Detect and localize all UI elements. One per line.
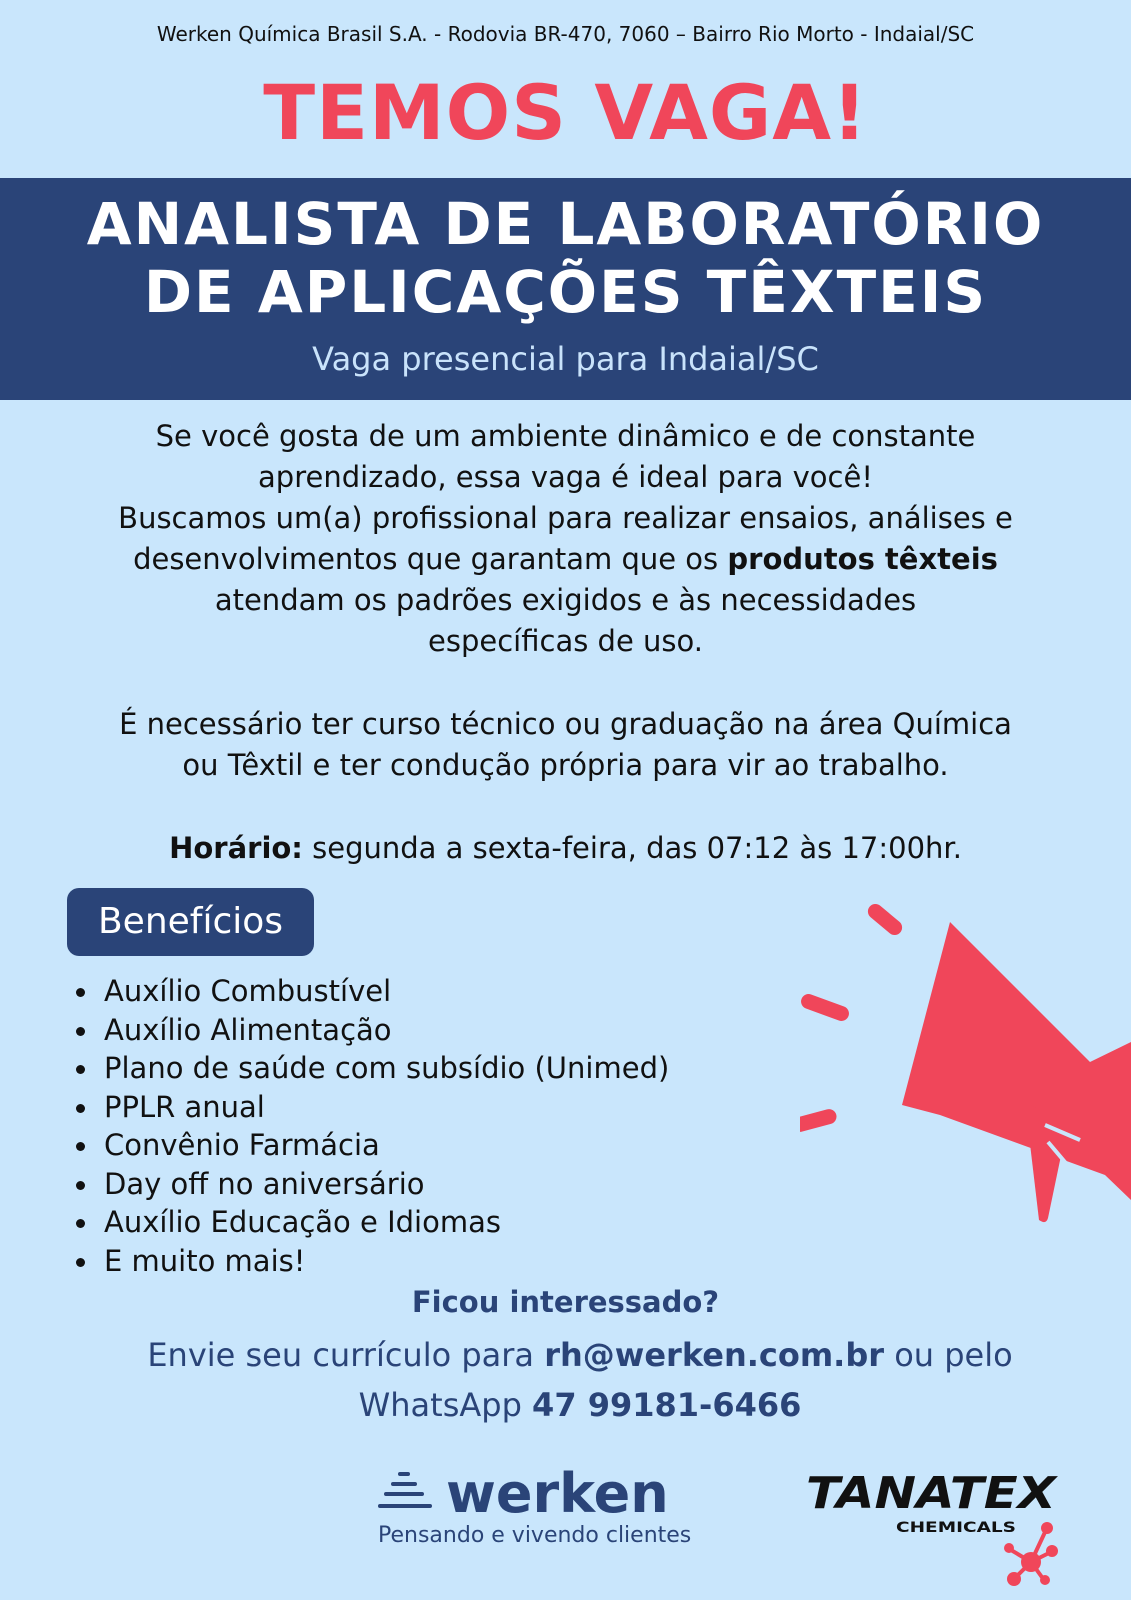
description-line: Buscamos um(a) profissional para realizar ensaios, análises e xyxy=(118,501,1013,535)
job-title xyxy=(0,190,1131,326)
description-emphasis: produtos têxteis xyxy=(727,542,998,576)
werken-logo xyxy=(378,1468,718,1524)
whatsapp-number[interactable]: 47 99181-6466 xyxy=(532,1386,802,1424)
list-item: Day off no aniversário xyxy=(68,1165,669,1204)
werken-tagline: Pensando e vivendo clientes xyxy=(378,1523,692,1548)
job-subtitle: Vaga presencial para Indaial/SC xyxy=(312,340,819,378)
description-text: desenvolvimentos que garantam que os xyxy=(133,542,728,576)
cta-contact xyxy=(80,1330,1080,1430)
headline: TEMOS VAGA! xyxy=(263,68,868,157)
description-line: aprendizado, essa vaga é ideal para você! xyxy=(258,460,873,494)
megaphone-icon xyxy=(800,900,1131,1250)
tanatex-wordmark: TANATEX xyxy=(806,1468,1059,1519)
requirements xyxy=(40,704,1091,786)
cta-line-1 xyxy=(80,1330,1080,1380)
schedule-label: Horário: xyxy=(169,831,303,865)
list-item: E muito mais! xyxy=(68,1242,669,1281)
job-title-banner xyxy=(0,178,1131,400)
list-item: Auxílio Combustível xyxy=(68,972,669,1011)
description-line: Se você gosta de um ambiente dinâmico e de constante xyxy=(155,419,976,453)
description-line xyxy=(40,539,1091,580)
requirements-line: ou Têxtil e ter condução própria para vir ao trabalho. xyxy=(182,748,949,782)
cta-text: Envie seu currículo para xyxy=(147,1336,545,1374)
company-address: Werken Química Brasil S.A. - Rodovia BR-470, 7060 – Bairro Rio Morto - Indaial/SC xyxy=(156,22,975,46)
cta-text: ou pelo xyxy=(884,1336,1013,1374)
cta-question: Ficou interessado? xyxy=(411,1285,720,1319)
tanatex-subtitle: CHEMICALS xyxy=(896,1520,1016,1536)
benefits-heading: Benefícios xyxy=(67,888,314,956)
email-link[interactable]: rh@werken.com.br xyxy=(544,1336,885,1374)
benefits-list xyxy=(68,972,669,1280)
list-item: Auxílio Alimentação xyxy=(68,1011,669,1050)
schedule-text: segunda a sexta-feira, das 07:12 às 17:00hr. xyxy=(302,831,962,865)
cta-line-2 xyxy=(80,1380,1080,1430)
requirements-line: É necessário ter curso técnico ou graduação na área Química xyxy=(119,707,1012,741)
werken-wordmark: werken xyxy=(446,1468,669,1524)
job-title-line-1: ANALISTA DE LABORATÓRIO xyxy=(86,190,1045,258)
schedule xyxy=(40,828,1091,869)
tanatex-logo xyxy=(806,1462,1086,1586)
cta-text: WhatsApp xyxy=(358,1386,533,1424)
description-line: atendam os padrões exigidos e às necessidades xyxy=(214,583,917,617)
list-item: Auxílio Educação e Idiomas xyxy=(68,1203,669,1242)
list-item: Plano de saúde com subsídio (Unimed) xyxy=(68,1049,669,1088)
job-title-line-2: DE APLICAÇÕES TÊXTEIS xyxy=(143,258,988,326)
list-item: PPLR anual xyxy=(68,1088,669,1127)
description-line: específicas de uso. xyxy=(428,624,703,658)
list-item: Convênio Farmácia xyxy=(68,1126,669,1165)
job-description xyxy=(40,416,1091,662)
